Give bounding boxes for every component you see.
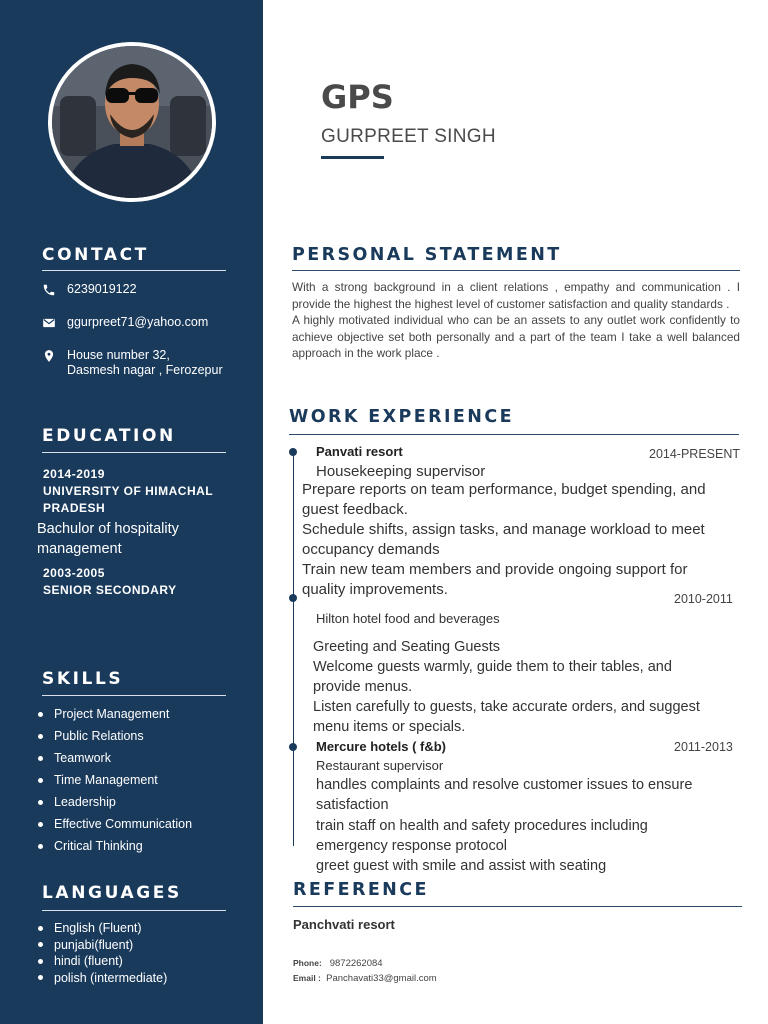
- email-link[interactable]: ggurpreet71@yahoo.com: [67, 315, 209, 329]
- job-duty-line: Train new team members and provide ongoing support for: [302, 561, 688, 578]
- work-experience-heading: WORK EXPERIENCE: [289, 407, 514, 427]
- sidebar: [0, 0, 263, 1024]
- job-duty-line: Listen carefully to guests, take accurate orders, and suggest: [313, 699, 700, 715]
- reference-phone: [293, 958, 383, 969]
- job-duty-line: emergency response protocol: [316, 838, 508, 854]
- job-duty-line: handles complaints and resolve customer issues to ensure: [316, 777, 693, 793]
- job-duty-line: occupancy demands: [302, 541, 440, 558]
- timeline-dot: [289, 743, 297, 751]
- statement-paragraph-1: With a strong background in a client relations , empathy and communication . I provide the highest the highest level of customer satisfaction and quality standards .: [292, 280, 740, 311]
- job-title: Greeting and Seating Guests: [313, 639, 501, 655]
- timeline-line: [293, 452, 294, 846]
- job-duty-line: greet guest with smile and assist with seating: [316, 858, 607, 874]
- skill-item: Leadership: [38, 791, 192, 813]
- language-item: hindi (fluent): [38, 953, 167, 970]
- languages-list: [38, 920, 167, 986]
- job-duty-line: train staff on health and safety procedures including: [316, 818, 648, 834]
- job-duty-line: Schedule shifts, assign tasks, and manage workload to meet: [302, 521, 705, 538]
- address-text: [67, 348, 223, 378]
- edu-degree-1: Bachulor of hospitality management: [37, 521, 179, 557]
- reference-email-value[interactable]: Panchavati33@gmail.com: [326, 973, 437, 984]
- contact-phone: [42, 282, 137, 297]
- job-dates: 2010-2011: [674, 592, 733, 606]
- job-duty-line: Prepare reports on team performance, budget spending, and: [302, 481, 706, 498]
- reference-email-label: Email :: [293, 973, 321, 983]
- skill-item: Critical Thinking: [38, 835, 192, 857]
- job-duty-line: guest feedback.: [302, 501, 408, 518]
- address-line-1: House number 32,: [67, 348, 170, 362]
- job-duty-line: satisfaction: [316, 797, 389, 813]
- language-item: English (Fluent): [38, 920, 167, 937]
- reference-phone-label: Phone:: [293, 958, 322, 968]
- location-pin-icon: [42, 349, 56, 363]
- skill-item: Teamwork: [38, 747, 192, 769]
- languages-heading: LANGUAGES: [42, 883, 182, 903]
- contact-divider: [42, 270, 226, 271]
- reference-name: Panchvati resort: [293, 917, 395, 932]
- skill-item: Effective Communication: [38, 813, 192, 835]
- personal-statement-text: [292, 279, 740, 362]
- job-duty-line: menu items or specials.: [313, 719, 466, 735]
- languages-divider: [42, 910, 226, 911]
- job-dates: 2011-2013: [674, 740, 733, 754]
- name-underline: [321, 156, 384, 159]
- skill-item: Time Management: [38, 769, 192, 791]
- personal-statement-heading: PERSONAL STATEMENT: [292, 245, 562, 265]
- reference-heading: REFERENCE: [293, 880, 429, 900]
- full-name: GURPREET SINGH: [321, 126, 496, 147]
- language-item: polish (intermediate): [38, 970, 167, 987]
- profile-photo: [48, 42, 216, 202]
- edu-years-2: 2003-2005: [43, 566, 105, 580]
- phone-icon: [42, 283, 56, 297]
- job-company: Mercure hotels ( f&b): [316, 739, 447, 754]
- statement-paragraph-2: A highly motivated individual who can be an assets to any outlet work confidently to achieve objective set both personally and a part of the team I take a well balanced approach in the work place .: [292, 313, 740, 360]
- timeline-dot: [289, 594, 297, 602]
- phone-link[interactable]: 6239019122: [67, 282, 137, 296]
- edu-school-1b: PRADESH: [43, 501, 106, 515]
- name-initials: GPS: [321, 78, 394, 116]
- education-heading: EDUCATION: [42, 426, 176, 446]
- skill-item: Project Management: [38, 703, 192, 725]
- work-experience-divider: [289, 434, 739, 435]
- job-duty-line: quality improvements.: [302, 581, 448, 598]
- job-dates: 2014-PRESENT: [649, 447, 741, 461]
- edu-school-1a: UNIVERSITY OF HIMACHAL: [43, 484, 214, 498]
- job-title: Restaurant supervisor: [316, 758, 444, 773]
- address-line-2: Dasmesh nagar , Ferozepur: [67, 363, 223, 377]
- skills-heading: SKILLS: [42, 669, 124, 689]
- personal-statement-divider: [292, 270, 740, 271]
- reference-divider: [293, 906, 742, 907]
- skills-list: [38, 703, 192, 857]
- email-icon: [42, 316, 56, 330]
- edu-school-2: SENIOR SECONDARY: [43, 583, 177, 597]
- job-title: Housekeeping supervisor: [316, 463, 486, 480]
- edu-years-1: 2014-2019: [43, 467, 105, 481]
- timeline-dot: [289, 448, 297, 456]
- contact-email: [42, 315, 208, 330]
- education-divider: [42, 452, 226, 453]
- reference-phone-value[interactable]: 9872262084: [329, 958, 383, 969]
- job-duty-line: provide menus.: [313, 679, 413, 695]
- skills-divider: [42, 695, 226, 696]
- job-duty-line: Welcome guests warmly, guide them to their tables, and: [313, 659, 672, 675]
- contact-address: [42, 348, 223, 378]
- reference-email: [293, 973, 437, 984]
- contact-heading: CONTACT: [42, 245, 149, 265]
- skill-item: Public Relations: [38, 725, 192, 747]
- job-company: Panvati resort: [316, 444, 403, 459]
- job-company: Hilton hotel food and beverages: [316, 611, 500, 626]
- language-item: punjabi(fluent): [38, 937, 167, 954]
